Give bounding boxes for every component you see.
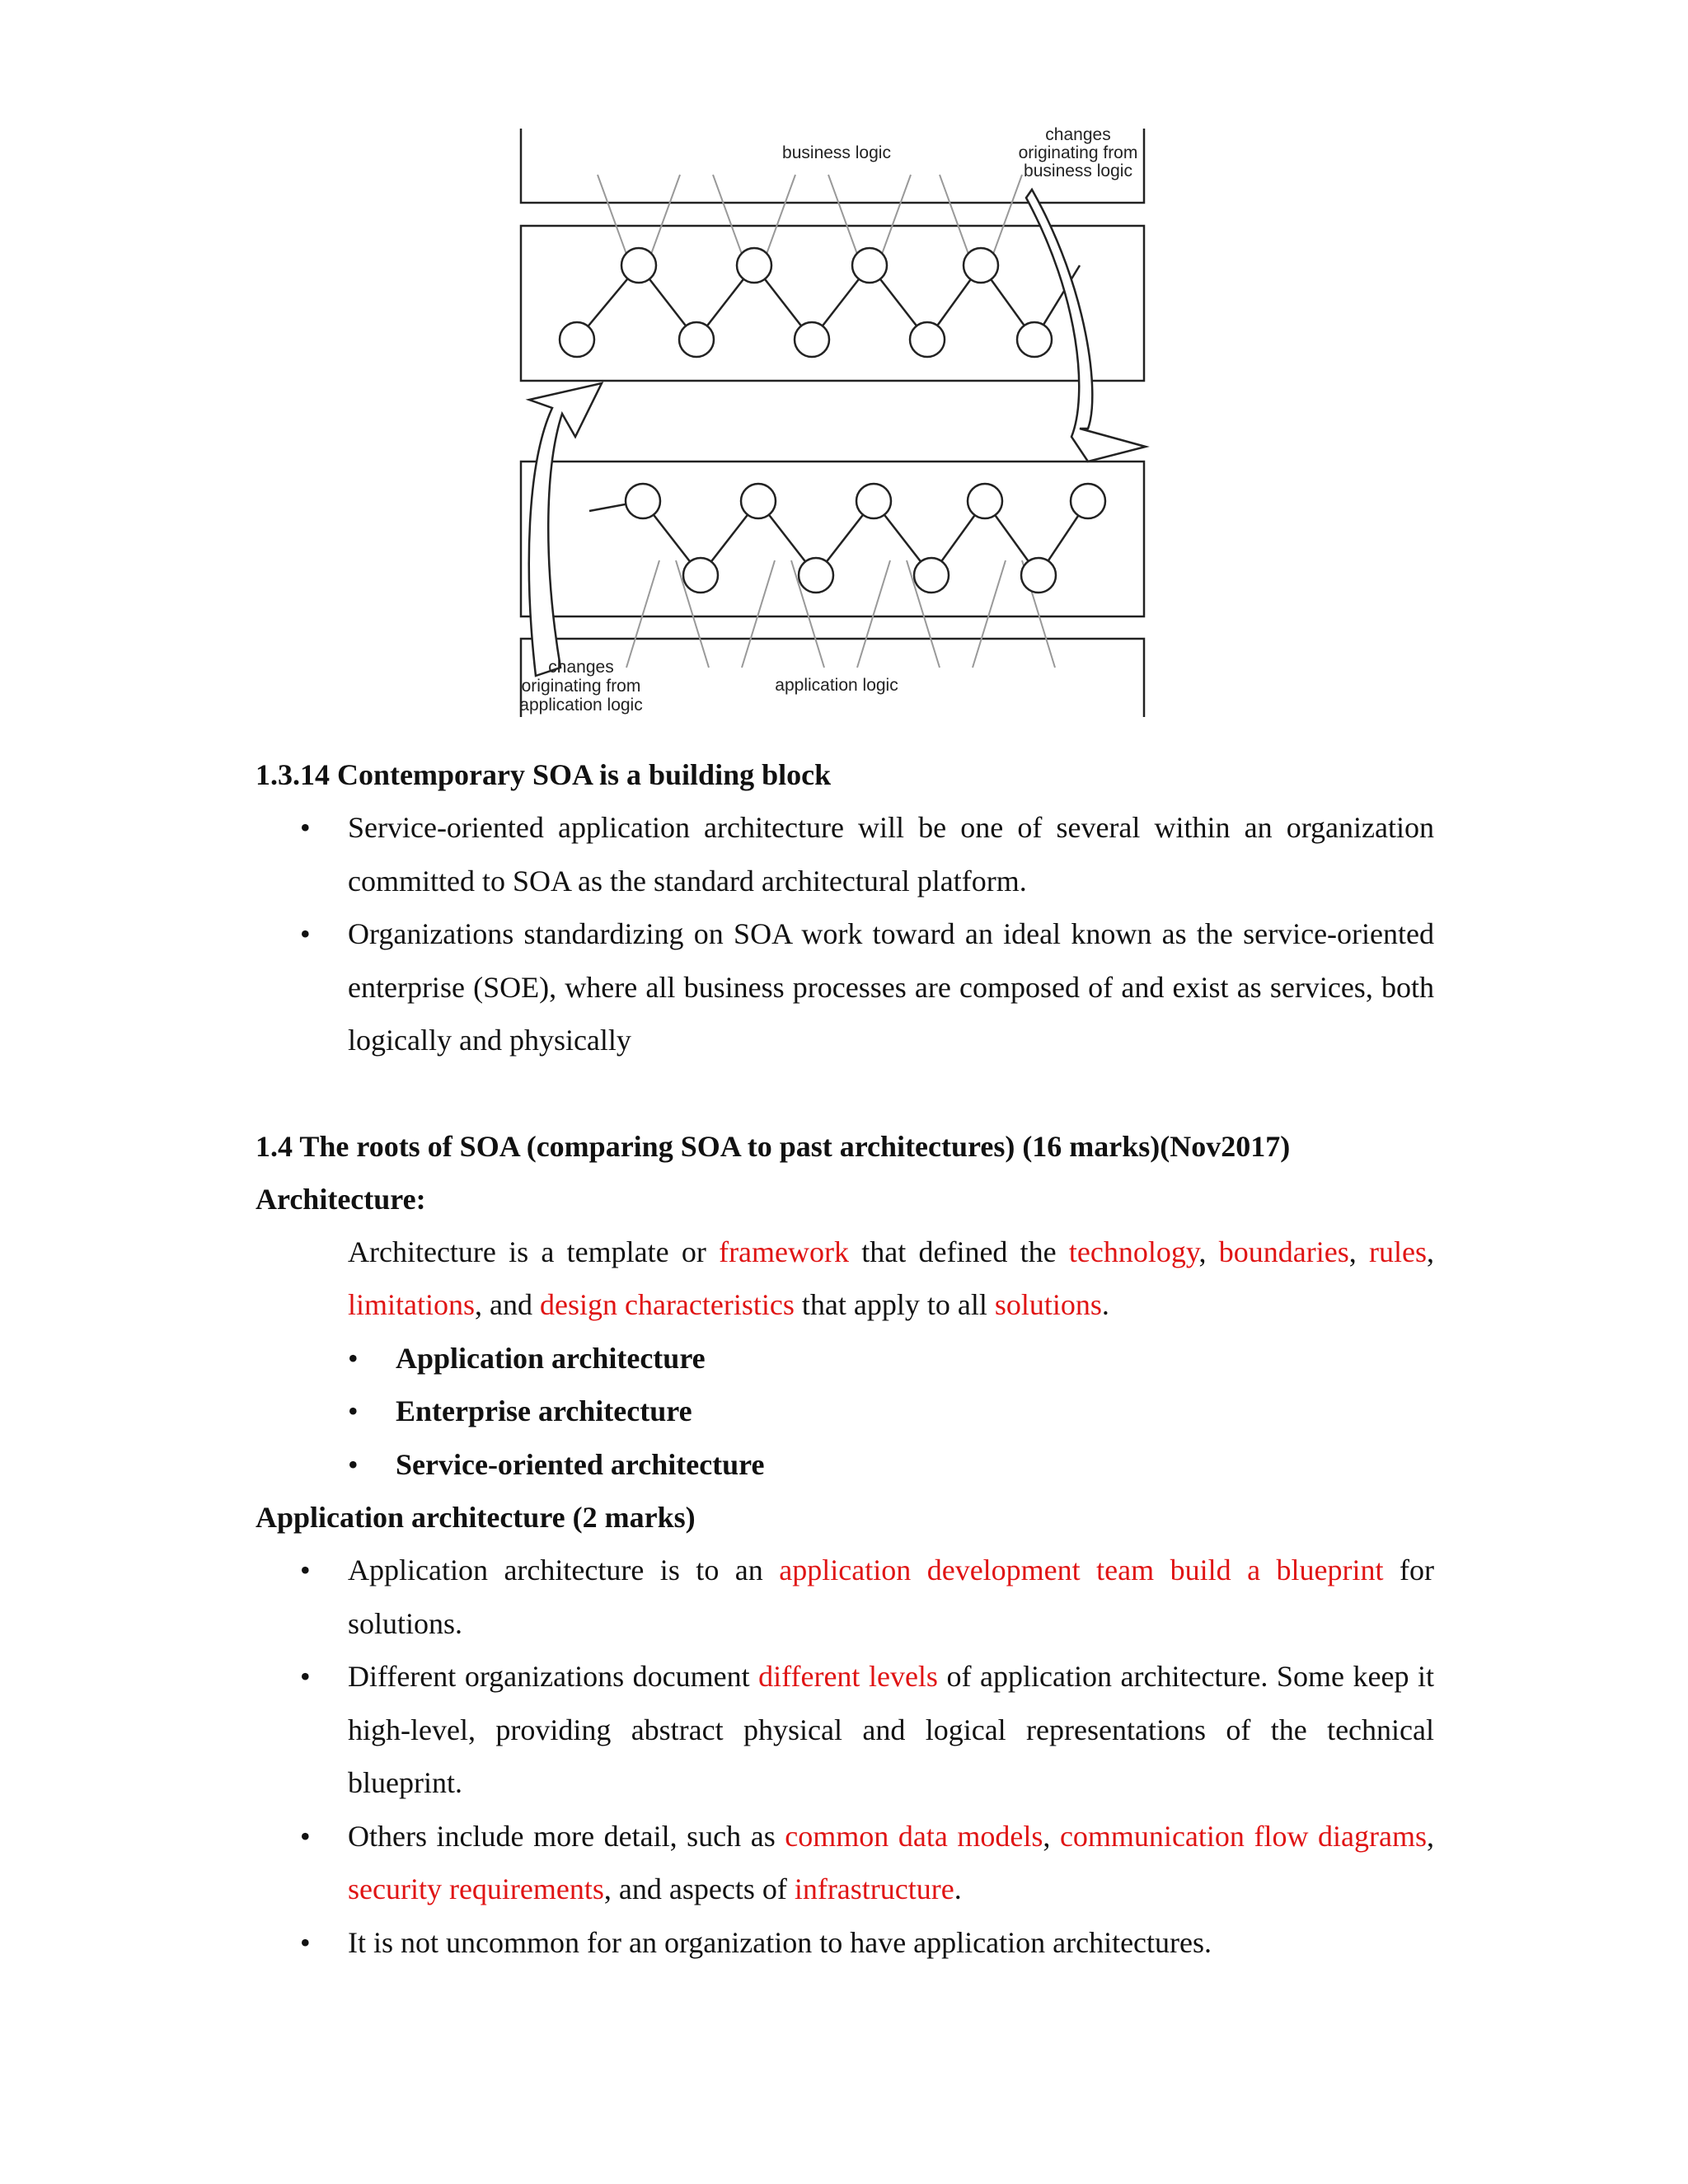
arrow-application-changes: [529, 383, 602, 676]
list-item: • Service-oriented architecture: [256, 1438, 1434, 1492]
application-logic-label: application logic: [775, 676, 898, 695]
changes-application-line3: application logic: [519, 696, 643, 715]
list-item: [256, 801, 1434, 907]
list-item: • Application architecture: [256, 1332, 1434, 1385]
document-body: [256, 748, 1434, 1969]
business-logic-label: business logic: [782, 143, 891, 162]
architecture-types-list: [256, 1332, 1434, 1492]
heading-architecture: Architecture:: [256, 1182, 426, 1216]
heading-application-architecture: Application architecture (2 marks): [256, 1501, 696, 1534]
changes-application-line2: originating from: [521, 677, 641, 696]
list-item: [256, 1916, 1434, 1970]
soa-building-block-list: [256, 801, 1434, 1067]
list-item-text: It is not uncommon for an organization to have application architectures.: [348, 1925, 1212, 1959]
changes-application-line1: changes: [548, 658, 614, 677]
list-item-text: Organizations standardizing on SOA work toward an ideal known as the service-oriented enterprise (SOE), where all business processes are composed of and exist as services, both logically and physically: [348, 917, 1434, 1057]
lower-service-layer: [521, 462, 1144, 616]
list-item: • Others include more detail, such as common data models, communication flow diagrams, security requirements, and aspects of infrastructure.: [256, 1810, 1434, 1916]
list-item: • Enterprise architecture: [256, 1385, 1434, 1438]
list-item-text: Service-oriented application architecture will be one of several within an organization committed to SOA as the standard architectural platform.: [348, 811, 1434, 898]
heading-1-3-14: 1.3.14 Contemporary SOA is a building block: [256, 758, 832, 791]
application-architecture-list: [256, 1544, 1434, 1969]
soa-layers-diagram: [511, 124, 1162, 725]
architecture-definition: Architecture is a template or framework that defined the technology, boundaries, rules, limitations, and design characteristics that apply to all solutions.: [348, 1235, 1434, 1321]
list-item: • Different organizations document different levels of application architecture. Some keep it high-level, providing abstract physical and logical representations of the technical blueprint.: [256, 1650, 1434, 1810]
list-item: • Application architecture is to an application development team build a blueprint for solutions.: [256, 1544, 1434, 1650]
changes-business-line2: originating from: [1018, 143, 1138, 162]
heading-1-4: 1.4 The roots of SOA (comparing SOA to past architectures) (16 marks)(Nov2017): [256, 1129, 1291, 1163]
list-item: [256, 907, 1434, 1067]
changes-business-line3: business logic: [1024, 162, 1132, 180]
changes-business-line1: changes: [1045, 125, 1111, 144]
